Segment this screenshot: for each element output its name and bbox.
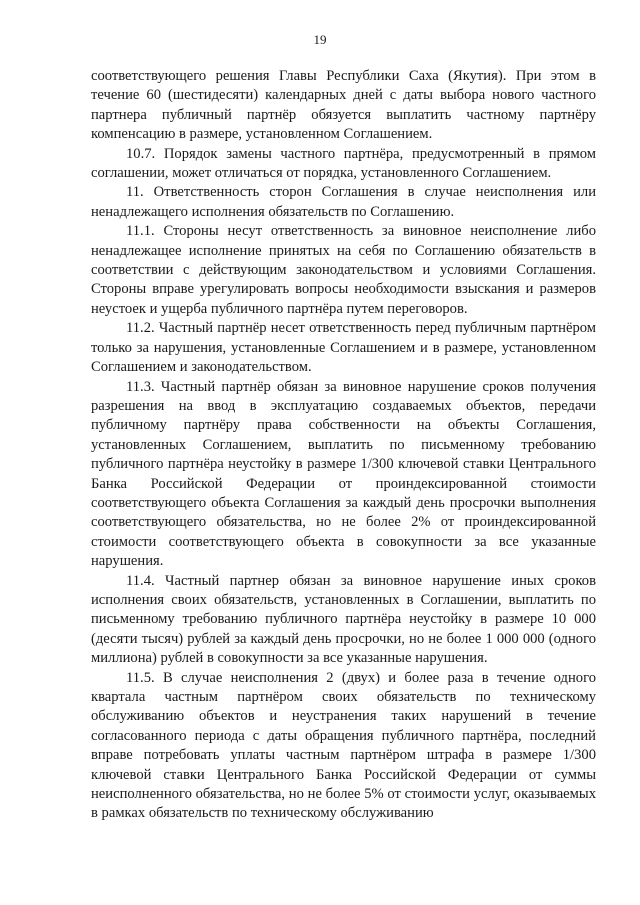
paragraph-11-2: 11.2. Частный партнёр несет ответственность перед публичным партнёром только за нарушения, установленные Соглашением и в размере, установленном Соглашением и законодательством. (91, 320, 596, 376)
paragraph-11-4: 11.4. Частный партнер обязан за виновное нарушение иных сроков исполнения своих обязательств, установленных в Соглашении, выплатить по письменному требованию публичного партнёра неустойку в размере 10 000 (десяти тысяч) рублей за каждый день просрочки, но не более 1 000 000 (одного миллиона) рублей в совокупности за все указанные нарушения. (91, 572, 596, 667)
document-body (91, 67, 596, 824)
section-heading-11: 11. Ответственность сторон Соглашения в случае неисполнения или ненадлежащего исполнения обязательств по Соглашению. (91, 184, 596, 220)
paragraph-11-1: 11.1. Стороны несут ответственность за виновное неисполнение либо ненадлежащее исполнение принятых на себя по Соглашению обязательств в соответствии с действующим законодательством и условиями Соглашения. Стороны вправе урегулировать вопросы необходимости взыскания и размеров неустоек и ущерба публичного партнёра путем переговоров. (91, 223, 596, 317)
paragraph-11-5: 11.5. В случае неисполнения 2 (двух) и более раза в течение одного квартала частным партнёром своих обязательств по техническому обслуживанию объектов и неустранения таких нарушений в течение согласованного периода с даты обращения публичного партнёра, последний вправе потребовать уплаты частным партнёром штрафа в размере 1/300 ключевой ставки Центрального Банка Российской Федерации от суммы неисполненного обязательства, но не более 5% от стоимости услуг, оказываемых в рамках обязательств по техническому обслуживанию (91, 669, 596, 822)
paragraph-11-3: 11.3. Частный партнёр обязан за виновное нарушение сроков получения разрешения на ввод в эксплуатацию создаваемых объектов, передачи публичному партнёру права собственности на объекты Соглашения, установленных Соглашением, выплатить по письменному требованию публичного партнёра неустойку в размере 1/300 ключевой ставки Центрального Банка Российской Федерации от проиндексированной стоимости соответствующего объекта Соглашения за каждый день просрочки выполнения соответствующего обязательства, но не более 2% от проиндексированной стоимости соответствующего объекта в совокупности за все указанные нарушения. (91, 378, 596, 570)
page-number: 19 (313, 32, 327, 47)
paragraph-continuation: соответствующего решения Главы Республики Саха (Якутия). При этом в течение 60 (шестидесяти) календарных дней с даты выбора нового частного партнера публичный партнёр обязуется выплатить частному партнёру компенсацию в размере, установленном Соглашением. (91, 68, 596, 143)
paragraph-10-7: 10.7. Порядок замены частного партнёра, предусмотренный в прямом соглашении, может отличаться от порядка, установленного Соглашением. (91, 145, 596, 182)
